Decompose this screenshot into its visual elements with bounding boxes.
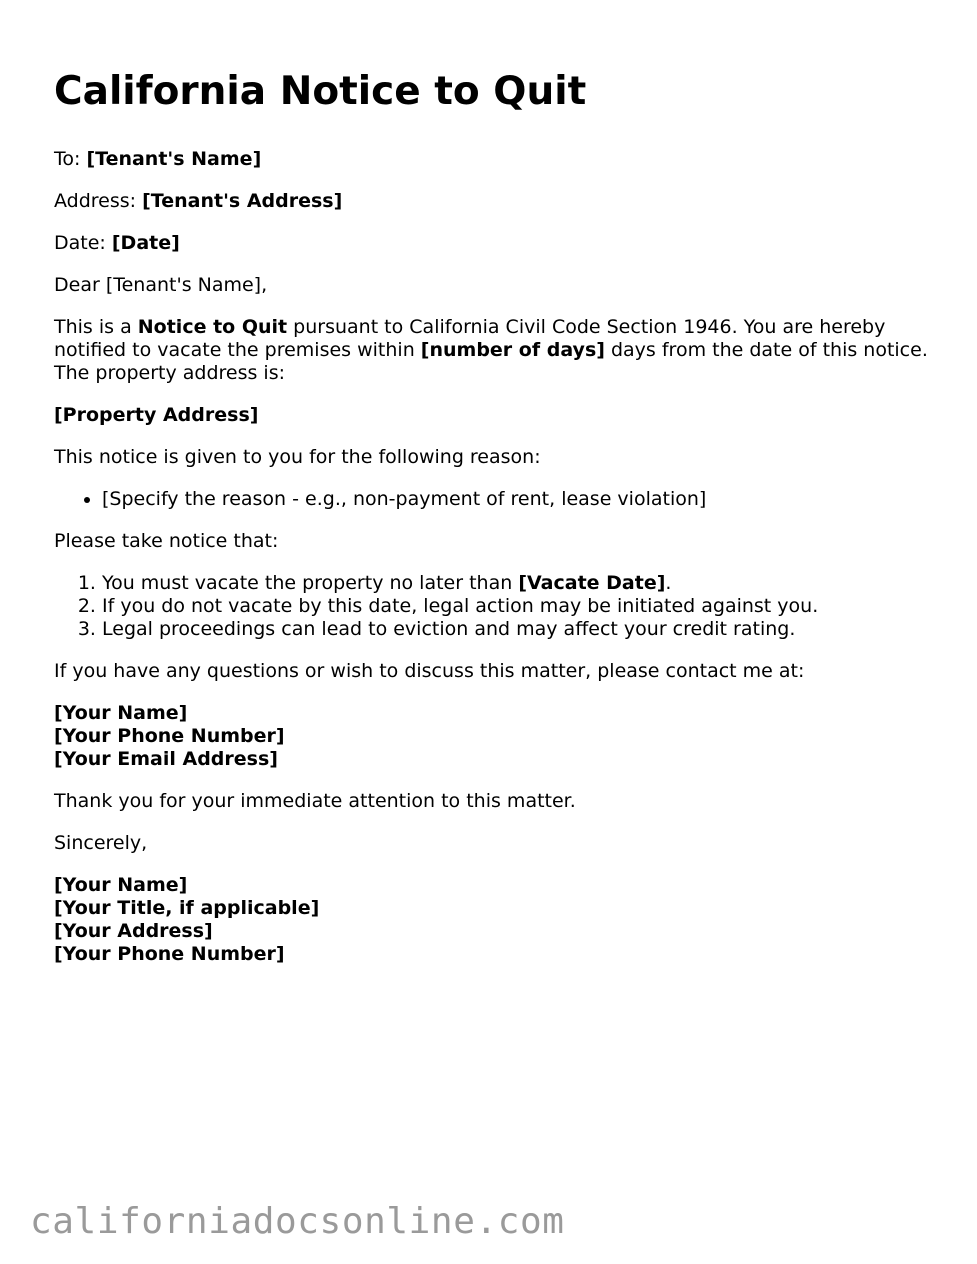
date-label: Date: [54, 232, 106, 254]
to-value: [Tenant's Name] [86, 148, 262, 170]
reason-item: • [Specify the reason - e.g., non-payment of rent, lease violation] [102, 488, 934, 511]
date-value: [Date] [111, 232, 180, 254]
contact-block [54, 702, 934, 771]
notice-item [102, 572, 934, 595]
intro-bold-days: [number of days] [420, 339, 605, 361]
to-label: To: [54, 148, 81, 170]
address-value: [Tenant's Address] [142, 190, 343, 212]
contact-name: [Your Name] [54, 702, 188, 724]
notice-item: 3. Legal proceedings can lead to eviction and may affect your credit rating. [102, 618, 934, 641]
property-address-value: [Property Address] [54, 404, 259, 426]
signature-phone: [Your Phone Number] [54, 943, 285, 965]
intro-part-2: pursuant to California Civil Code Section 1946. You are hereby notified to vacate the premises within [54, 316, 886, 361]
notice-item: 2. If you do not vacate by this date, legal action may be initiated against you. [102, 595, 934, 618]
reason-intro: This notice is given to you for the following reason: [54, 446, 541, 468]
contact-email: [Your Email Address] [54, 748, 278, 770]
property-address [54, 404, 934, 427]
signature-title: [Your Title, if applicable] [54, 897, 320, 919]
signature-address: [Your Address] [54, 920, 213, 942]
contact-intro: If you have any questions or wish to discuss this matter, please contact me at: [54, 660, 805, 682]
date-line [54, 232, 934, 255]
notice-item-1-end: . [665, 572, 672, 594]
thanks-line: Thank you for your immediate attention to this matter. [54, 790, 576, 812]
intro-part-3: days from the date of this notice. The property address is: [54, 339, 928, 384]
notice-item-1-text: You must vacate the property no later than [102, 572, 519, 594]
signature-block [54, 874, 934, 966]
watermark: californiadocsonline.com [30, 1201, 565, 1242]
document-title: California Notice to Quit [54, 69, 587, 114]
contact-phone: [Your Phone Number] [54, 725, 285, 747]
intro-part-1: This is a [54, 316, 138, 338]
intro-paragraph [54, 316, 934, 385]
vacate-date: [Vacate Date] [518, 572, 666, 594]
notice-intro: Please take notice that: [54, 530, 279, 552]
notice-list [54, 572, 934, 641]
address-label: Address: [54, 190, 137, 212]
document-page [54, 64, 934, 985]
closing-line: Sincerely, [54, 832, 148, 854]
signature-name: [Your Name] [54, 874, 188, 896]
salutation: Dear [Tenant's Name], [54, 274, 268, 296]
reason-list [54, 488, 934, 511]
to-line [54, 148, 934, 171]
intro-bold-notice: Notice to Quit [137, 316, 288, 338]
address-line [54, 190, 934, 213]
